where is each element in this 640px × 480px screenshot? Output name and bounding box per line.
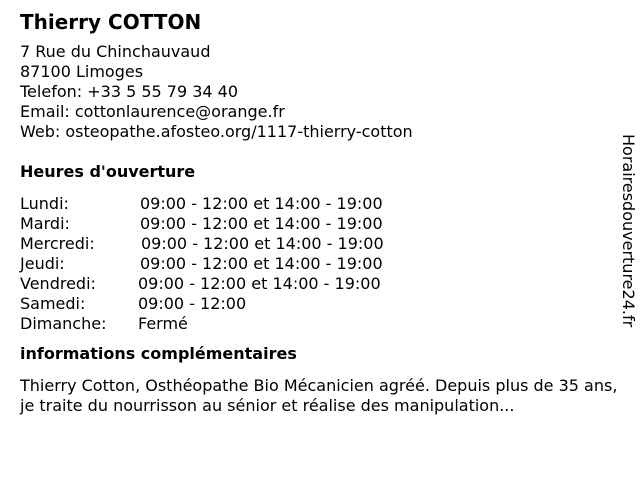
- phone-number: Telefon: +33 5 55 79 34 40: [20, 82, 239, 101]
- time-range: 09:00 - 12:00 et 14:00 - 19:00: [140, 194, 383, 213]
- day-label: Mercredi:: [20, 234, 95, 253]
- business-name: Thierry COTTON: [20, 10, 202, 34]
- site-brand-label: Horairesdouverture24.fr: [619, 134, 638, 328]
- hours-row-saturday: [20, 294, 620, 314]
- hours-heading: Heures d'ouverture: [20, 162, 196, 181]
- address-street: 7 Rue du Chinchauvaud: [20, 42, 211, 61]
- day-label: Vendredi:: [20, 274, 96, 293]
- day-label: Jeudi:: [20, 254, 65, 273]
- hours-row-friday: [20, 274, 620, 294]
- hours-row-wednesday: [20, 234, 620, 254]
- opening-hours-table: [20, 194, 620, 334]
- listing-card: [20, 10, 620, 416]
- time-range: 09:00 - 12:00 et 14:00 - 19:00: [140, 214, 383, 233]
- hours-row-tuesday: [20, 214, 620, 234]
- time-range: 09:00 - 12:00 et 14:00 - 19:00: [138, 274, 381, 293]
- hours-row-monday: [20, 194, 620, 214]
- email-address: Email: cottonlaurence@orange.fr: [20, 102, 285, 121]
- hours-row-thursday: [20, 254, 620, 274]
- info-heading: informations complémentaires: [20, 344, 297, 363]
- hours-row-sunday: [20, 314, 620, 334]
- day-label: Dimanche:: [20, 314, 107, 333]
- time-range: 09:00 - 12:00 et 14:00 - 19:00: [140, 254, 383, 273]
- day-label: Mardi:: [20, 214, 70, 233]
- contact-block: [20, 42, 620, 142]
- time-range: Fermé: [138, 314, 188, 333]
- day-label: Lundi:: [20, 194, 69, 213]
- time-range: 09:00 - 12:00 et 14:00 - 19:00: [141, 234, 384, 253]
- day-label: Samedi:: [20, 294, 86, 313]
- website-url: Web: osteopathe.afosteo.org/1117-thierry-cotton: [20, 122, 413, 141]
- business-description: Thierry Cotton, Osthéopathe Bio Mécanicien agréé. Depuis plus de 35 ans, je traite du nourrisson au sénior et réalise des manipulation...: [20, 376, 618, 415]
- time-range: 09:00 - 12:00: [138, 294, 247, 313]
- address-city: 87100 Limoges: [20, 62, 144, 81]
